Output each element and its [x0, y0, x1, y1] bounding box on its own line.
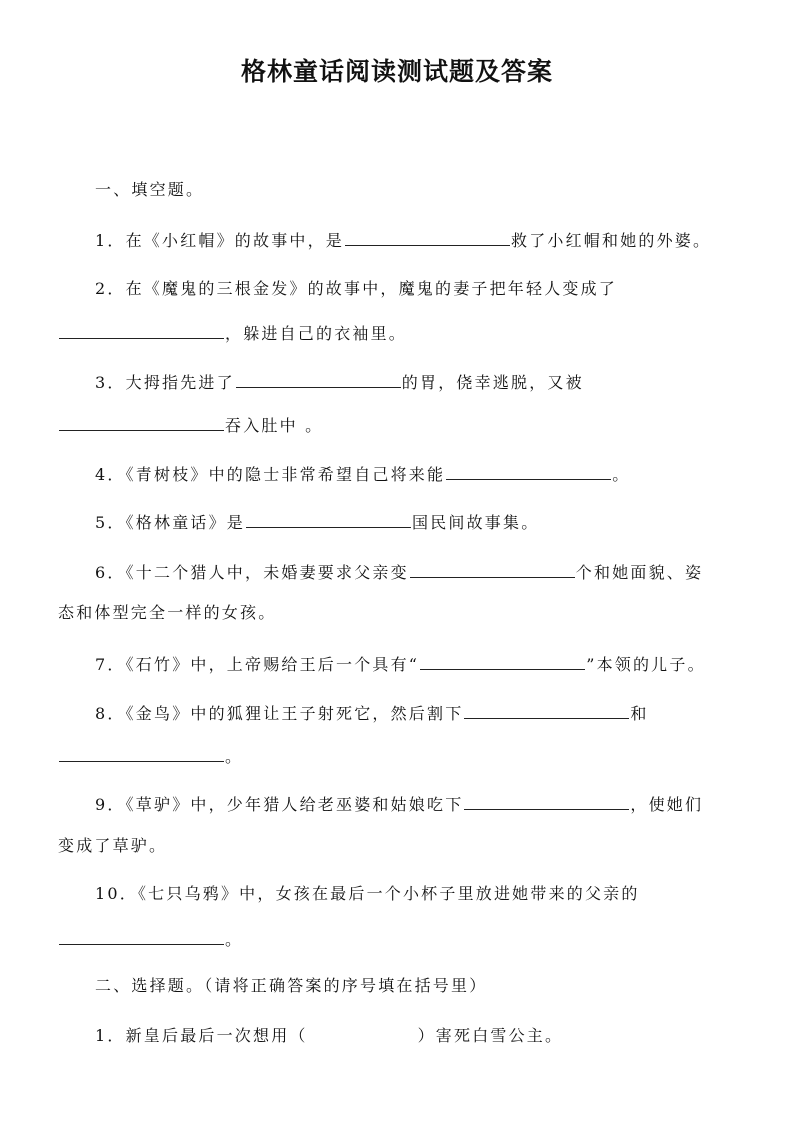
answer-blank[interactable]	[446, 463, 611, 480]
page-title: 格林童话阅读测试题及答案	[240, 57, 553, 86]
question-7: 7．《石竹》中，上帝赐给王后一个具有“ ”本领的儿子。	[95, 655, 706, 674]
question-8: 8．《金鸟》中的狐狸让王子射死它，然后割下 和	[95, 704, 649, 723]
question-3-cont: 吞入肚中 。	[58, 414, 323, 436]
choice-question-1: 1．新皇后最后一次想用（ ）害死白雪公主。	[95, 1026, 564, 1045]
question-10-cont: 。	[58, 928, 243, 950]
question-9: 9．《草驴》中，少年猎人给老巫婆和姑娘吃下 ，使她们	[95, 795, 704, 814]
answer-blank[interactable]	[59, 928, 224, 945]
answer-blank[interactable]	[464, 793, 629, 810]
answer-blank[interactable]	[345, 229, 510, 246]
question-1: 1．在《小红帽》的故事中，是 救了小红帽和她的外婆。	[95, 231, 712, 250]
answer-blank[interactable]	[236, 371, 401, 388]
answer-blank[interactable]	[59, 745, 224, 762]
answer-blank[interactable]	[59, 414, 224, 431]
answer-blank[interactable]	[410, 561, 575, 578]
question-2: 2．在《魔鬼的三根金发》的故事中，魔鬼的妻子把年轻人变成了	[95, 279, 617, 298]
question-3: 3．大拇指先进了 的胃，侥幸逃脱，又被	[95, 373, 584, 392]
question-6-cont: 态和体型完全一样的女孩。	[58, 603, 277, 622]
question-8-cont: 。	[58, 745, 243, 767]
question-6: 6．《十二个猎人中，未婚妻要求父亲变 个和她面貌、姿	[95, 563, 704, 582]
answer-blank[interactable]	[464, 702, 629, 719]
section-heading-choice: 二、选择题。（请将正确答案的序号填在括号里）	[95, 976, 488, 995]
answer-blank[interactable]	[246, 511, 411, 528]
question-5: 5．《格林童话》是 国民间故事集。	[95, 513, 540, 532]
question-2-cont: ，躲进自己的衣袖里。	[58, 322, 407, 344]
answer-blank[interactable]	[420, 653, 585, 670]
section-heading-fill-in: 一、填空题。	[95, 180, 205, 199]
question-4: 4．《青树枝》中的隐士非常希望自己将来能 。	[95, 465, 631, 484]
question-9-cont: 变成了草驴。	[58, 836, 168, 855]
question-10: 10．《七只乌鸦》中，女孩在最后一个小杯子里放进她带来的父亲的	[95, 884, 640, 903]
answer-blank[interactable]	[59, 322, 224, 339]
